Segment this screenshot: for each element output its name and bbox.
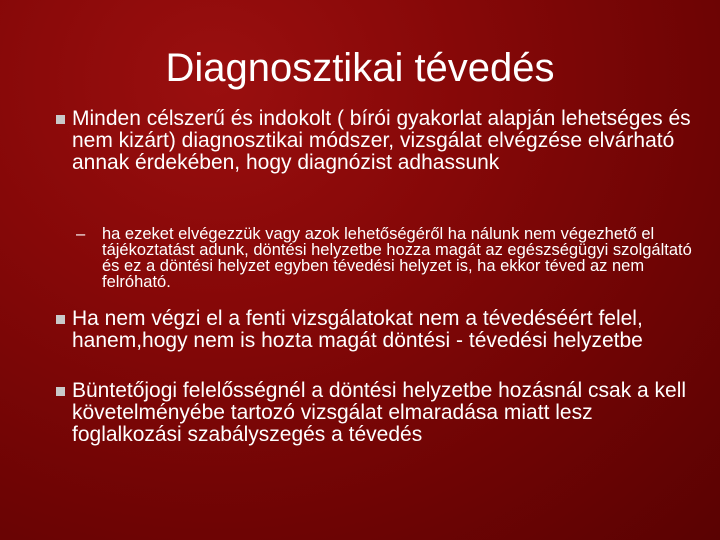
- square-bullet-icon: [56, 115, 65, 124]
- dash-bullet-icon: –: [76, 225, 86, 243]
- sub-bullet-item: [76, 225, 692, 291]
- bullet-item: [72, 308, 692, 352]
- bullet-item: [72, 380, 692, 446]
- bullet-text: Minden célszerű és indokolt ( bírói gyakorlat alapján lehetséges és nem kizárt) diagnosztikai módszer, vizsgálat elvégzése elvárható annak érdekében, hogy diagnózist adhassunk: [72, 107, 691, 174]
- bullet-text: Ha nem végzi el a fenti vizsgálatokat nem a tévedéséért felel, hanem,hogy nem is hozta magát döntési - tévedési helyzetbe: [72, 307, 643, 352]
- bullet-item: [72, 108, 692, 174]
- sub-bullet-text: ha ezeket elvégezzük vagy azok lehetőségéről ha nálunk nem végezhető el tájékoztatást adunk, döntési helyzetbe hozza magát az egészségügyi szolgáltató és ez a döntési helyzet egyben tévedési helyzet is, ha ekkor téved az nem felróható.: [102, 225, 692, 291]
- square-bullet-icon: [56, 315, 65, 324]
- slide-title: Diagnosztikai tévedés: [165, 46, 555, 90]
- square-bullet-icon: [56, 387, 65, 396]
- bullet-text: Büntetőjogi felelősségnél a döntési helyzetbe hozásnál csak a kell követelményébe tartozó vizsgálat elmaradása miatt lesz foglalkozási szabályszegés a tévedés: [72, 379, 687, 446]
